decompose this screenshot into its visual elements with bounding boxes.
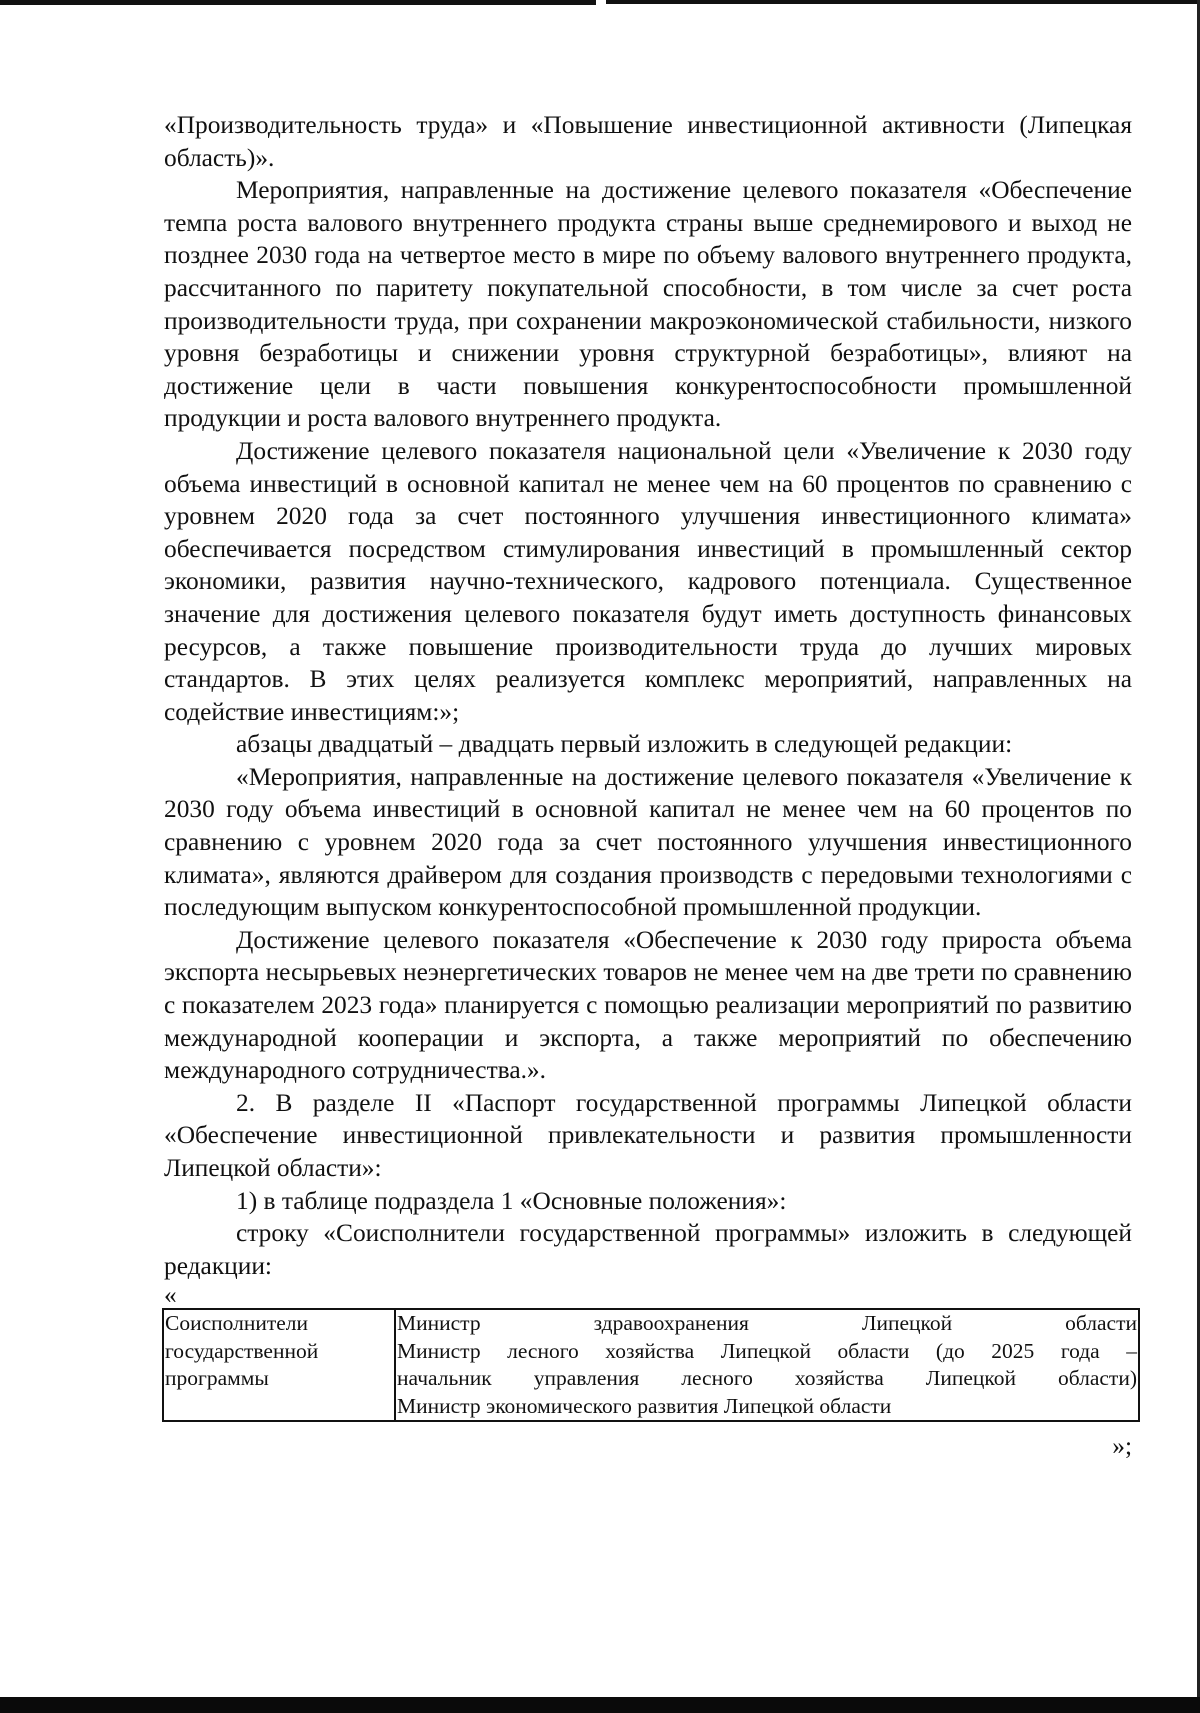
- scan-bottom-edge: [0, 1697, 1200, 1713]
- table-row: [163, 1309, 1139, 1421]
- paragraph-3: Достижение целевого показателя национальной цели «Увеличение к 2030 году объема инвестиций в основной капитал не менее чем на 60 процентов по сравнению с уровнем 2020 года за счет постоянного улучшения инвестиционного климата» обеспечивается посредством стимулирования инвестиций в промышленный сектор экономики, развития научно-технического, кадрового потенциала. Существенное значение для достижения целевого показателя будут иметь доступность финансовых ресурсов, а также повышение производительности труда до лучших мировых стандартов. В этих целях реализуется комплекс мероприятий, направленных на содействие инвестициям:»;: [164, 436, 1132, 726]
- value-line-3: начальник управления лесного хозяйства Липецкой области): [397, 1366, 1137, 1391]
- value-line-1: Министр здравоохранения Липецкой области: [397, 1311, 1137, 1336]
- table-value-cell: [395, 1309, 1139, 1421]
- value-line-2: Министр лесного хозяйства Липецкой области (до 2025 года –: [397, 1338, 1137, 1363]
- table-open-quote: «: [164, 1281, 177, 1310]
- paragraph-5: «Мероприятия, направленные на достижение целевого показателя «Увеличение к 2030 году объема инвестиций в основной капитал не менее чем на 60 процентов по сравнению с уровнем 2020 года за счет постоянного улучшения инвестиционного климата», являются драйвером для создания производств с передовыми технологиями с последующим выпуском конкурентоспособной промышленной продукции.: [164, 762, 1132, 922]
- paragraph-8: 1) в таблице подраздела 1 «Основные положения»:: [236, 1186, 787, 1215]
- table-close-quote: »;: [1112, 1432, 1132, 1461]
- paragraph-1: «Производительность труда» и «Повышение инвестиционной активности (Липецкая область)».: [164, 111, 1132, 172]
- co-executors-table: [162, 1308, 1140, 1422]
- paragraph-7: 2. В разделе II «Паспорт государственной программы Липецкой области «Обеспечение инвестиционной привлекательности и развития промышленности Липецкой области»:: [164, 1088, 1132, 1182]
- table-label-cell: [163, 1309, 395, 1421]
- value-line-4: Министр экономического развития Липецкой области: [397, 1393, 892, 1418]
- scan-top-edge-right: [606, 0, 1200, 4]
- label-line-3: программы: [165, 1366, 269, 1391]
- scan-top-edge-left: [0, 0, 596, 5]
- paragraph-6: Достижение целевого показателя «Обеспечение к 2030 году прироста объема экспорта несырьевых неэнергетических товаров не менее чем на две трети по сравнению с показателем 2023 года» планируется с помощью реализации мероприятий по развитию международной кооперации и экспорта, а также мероприятий по обеспечению международного сотрудничества.».: [164, 925, 1132, 1085]
- document-body: [164, 109, 1137, 1463]
- label-line-2: государственной: [165, 1338, 319, 1363]
- label-line-1: Соисполнители: [165, 1311, 309, 1336]
- paragraph-4: абзацы двадцатый – двадцать первый изложить в следующей редакции:: [236, 730, 1013, 759]
- paragraph-2: Мероприятия, направленные на достижение целевого показателя «Обеспечение темпа роста валового внутреннего продукта страны выше среднемирового и выход не позднее 2030 года на четвертое место в мире по объему валового внутреннего продукта, рассчитанного по паритету покупательной способности, в том числе за счет роста производительности труда, при сохранении макроэкономической стабильности, низкого уровня безработицы и снижении уровня структурной безработицы», влияют на достижение цели в части повышения конкурентоспособности промышленной продукции и роста валового внутреннего продукта.: [164, 176, 1132, 433]
- paragraph-9: строку «Соисполнители государственной программы» изложить в следующей редакции:: [164, 1219, 1132, 1280]
